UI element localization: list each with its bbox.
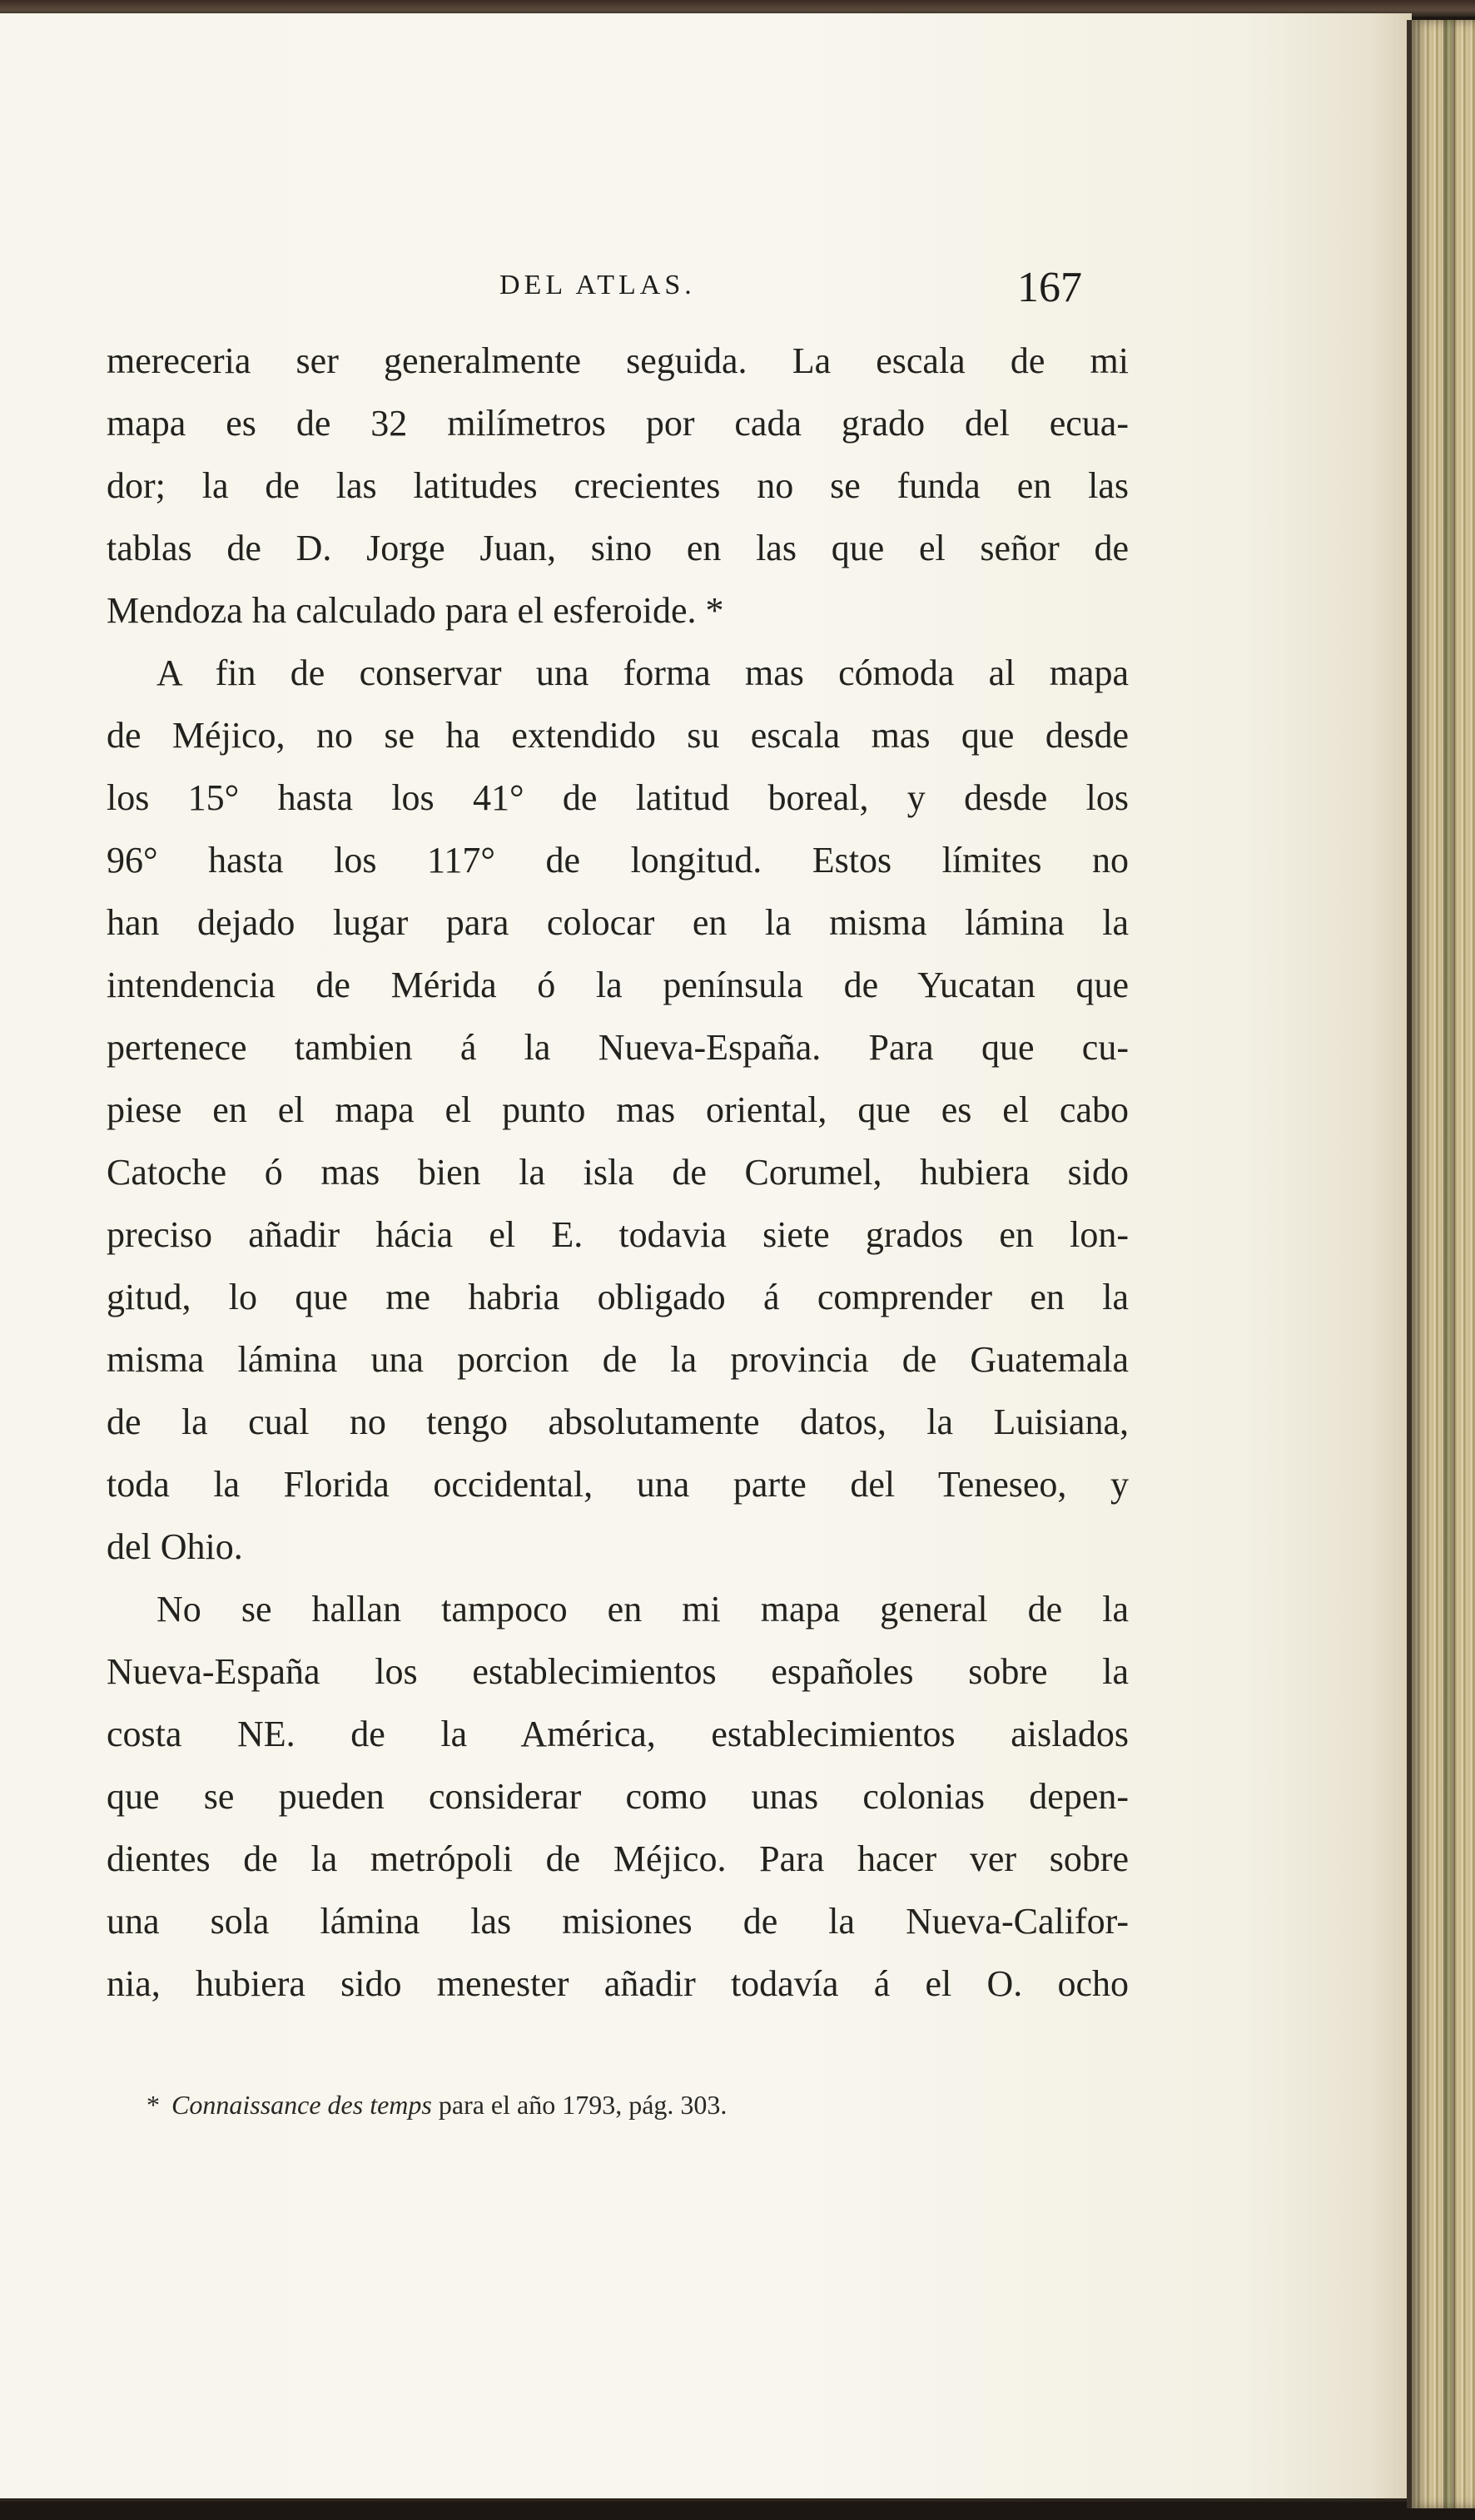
text-line: preciso añadir hácia el E. todavia siete grados en lon- [107, 1214, 1129, 1255]
text-line: dor; la de las latitudes crecientes no se funda en las [107, 465, 1129, 506]
text-line: han dejado lugar para colocar en la misma lámina la [107, 902, 1129, 943]
running-head-title: DEL ATLAS. [499, 270, 696, 300]
text-line: misma lámina una porcion de la provincia de Guatemala [107, 1339, 1129, 1380]
text-line: Catoche ó mas bien la isla de Corumel, hubiera sido [107, 1152, 1129, 1193]
text-line: mereceria ser generalmente seguida. La escala de mi [107, 340, 1129, 381]
text-line: una sola lámina las misiones de la Nueva-Califor- [107, 1901, 1129, 1942]
text-line: del Ohio. [107, 1526, 243, 1567]
text-line: de la cual no tengo absolutamente datos, la Luisiana, [107, 1401, 1129, 1442]
text-line: tablas de D. Jorge Juan, sino en las que el señor de [107, 528, 1129, 568]
text-line: que se pueden considerar como unas colonias depen- [107, 1776, 1129, 1817]
text-line: pertenece tambien á la Nueva-España. Para que cu- [107, 1027, 1129, 1068]
text-line: intendencia de Mérida ó la península de Yucatan que [107, 965, 1129, 1005]
text-line: dientes de la metrópoli de Méjico. Para hacer ver sobre [107, 1838, 1129, 1879]
footnote [147, 2090, 727, 2121]
text-line: Nueva-España los establecimientos españoles sobre la [107, 1651, 1129, 1692]
text-line: toda la Florida occidental, una parte del Teneseo, y [107, 1464, 1129, 1505]
text-line: de Méjico, no se ha extendido su escala mas que desde [107, 715, 1129, 756]
book-fore-edge [1407, 20, 1475, 2508]
footnote-source-title: Connaissance des temps [171, 2090, 432, 2120]
text-line: los 15° hasta los 41° de latitud boreal, y desde los [107, 777, 1129, 818]
running-head [499, 263, 1132, 313]
text-line: mapa es de 32 milímetros por cada grado del ecua- [107, 403, 1129, 444]
footnote-marker: * [147, 2090, 160, 2120]
footnote-text: para el año 1793, pág. 303. [438, 2090, 728, 2120]
text-line-paragraph-start: No se hallan tampoco en mi mapa general de la [156, 1589, 1129, 1630]
text-line: costa NE. de la América, establecimientos aislados [107, 1714, 1129, 1754]
text-line-paragraph-start: A fin de conservar una forma mas cómoda al mapa [156, 652, 1129, 693]
text-line: gitud, lo que me habria obligado á comprender en la [107, 1277, 1129, 1317]
text-line: nia, hubiera sido menester añadir todavía á el O. ocho [107, 1963, 1129, 2004]
page-number: 167 [1017, 264, 1082, 311]
text-line: Mendoza ha calculado para el esferoide. * [107, 590, 724, 631]
text-line: 96° hasta los 117° de longitud. Estos límites no [107, 840, 1129, 881]
book-page [0, 13, 1412, 2502]
text-line: piese en el mapa el punto mas oriental, que es el cabo [107, 1089, 1129, 1130]
body-text [107, 330, 1129, 2015]
